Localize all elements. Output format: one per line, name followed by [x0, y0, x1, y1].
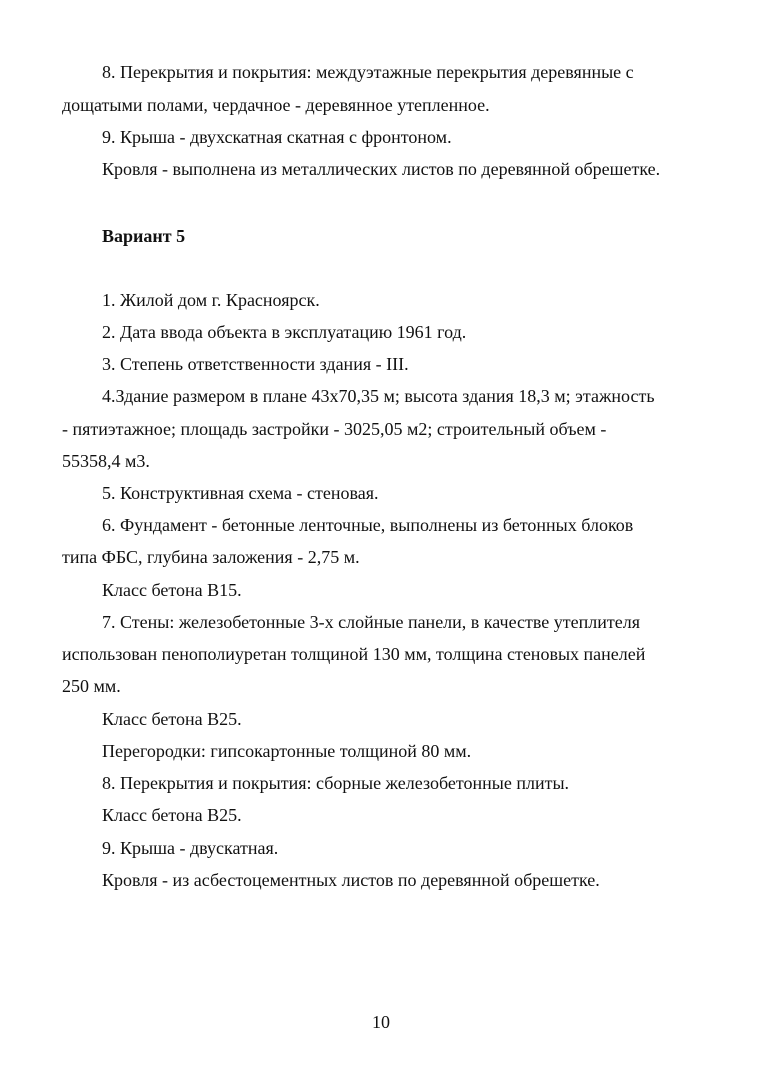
text-line: 1. Жилой дом г. Красноярск. — [102, 290, 320, 310]
text-line: 2. Дата ввода объекта в эксплуатацию 1961 год. — [102, 322, 467, 342]
text-line: 9. Крыша - двускатная. — [102, 838, 279, 858]
text-line: Кровля - выполнена из металлических листов по деревянной обрешетке. — [102, 159, 661, 179]
text-line: дощатыми полами, чердачное - деревянное утепленное. — [62, 95, 490, 115]
text-line: Класс бетона В15. — [102, 580, 242, 600]
text-line: 4.Здание размером в плане 43х70,35 м; высота здания 18,3 м; этажность — [102, 386, 655, 406]
text-line: Класс бетона В25. — [102, 805, 242, 825]
text-line: 250 мм. — [62, 676, 121, 696]
text-line: типа ФБС, глубина заложения - 2,75 м. — [62, 547, 360, 567]
text-line: использован пенополиуретан толщиной 130 мм, толщина стеновых панелей — [62, 644, 646, 664]
text-line: Кровля - из асбестоцементных листов по деревянной обрешетке. — [102, 870, 600, 890]
text-line: - пятиэтажное; площадь застройки - 3025,05 м2; строительный объем - — [62, 419, 607, 439]
text-line: 6. Фундамент - бетонные ленточные, выполнены из бетонных блоков — [102, 515, 634, 535]
text-line: 7. Стены: железобетонные 3-х слойные панели, в качестве утеплителя — [102, 612, 640, 632]
text-line: 8. Перекрытия и покрытия: сборные железобетонные плиты. — [102, 773, 570, 793]
text-line: 9. Крыша - двухскатная скатная с фронтоном. — [102, 127, 452, 147]
page-number: 10 — [372, 1012, 390, 1032]
text-line: 5. Конструктивная схема - стеновая. — [102, 483, 379, 503]
text-line: Перегородки: гипсокартонные толщиной 80 мм. — [102, 741, 472, 761]
text-line: 3. Степень ответственности здания - III. — [102, 354, 409, 374]
section-heading: Вариант 5 — [102, 226, 186, 246]
text-line: 55358,4 м3. — [62, 451, 150, 471]
text-line: Класс бетона В25. — [102, 709, 242, 729]
text-line: 8. Перекрытия и покрытия: междуэтажные перекрытия деревянные с — [102, 62, 634, 82]
